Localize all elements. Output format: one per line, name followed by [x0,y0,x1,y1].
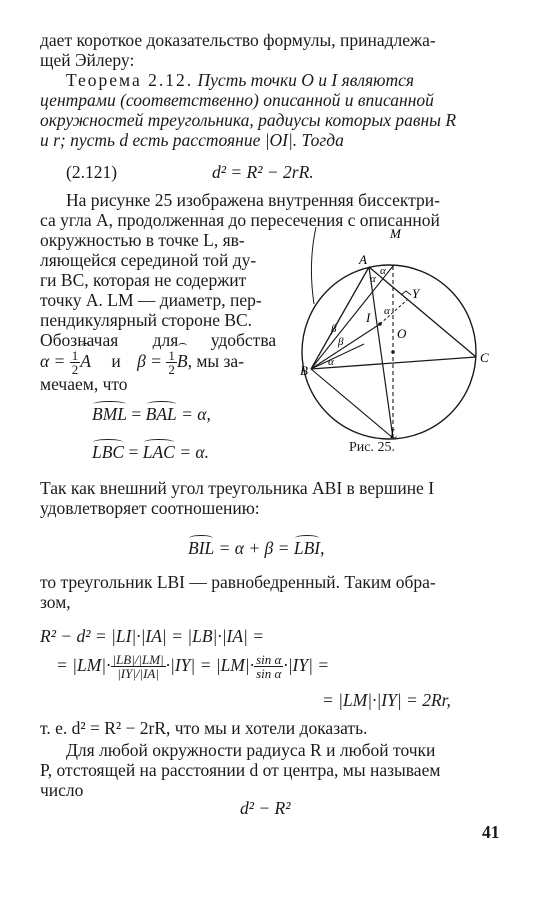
word: Обозначая [40,330,119,350]
text-line: На рисунке 25 изображена внутренняя биссектри- [66,190,440,210]
label-alpha: α [328,356,334,368]
label-L: L [390,426,398,441]
word: удобства [210,330,277,350]
math-line: = |LM|·|IY| = 2Rr, [322,690,451,710]
label-Y: Y [412,286,420,301]
label-A: A [359,252,367,267]
bisector-AL [369,267,393,438]
text-line: Так как внешний угол треугольника ABI в вершине I [40,478,435,498]
label-beta: β [338,336,344,348]
eq-mid: = α + β = [218,538,290,558]
label-O: O [397,326,407,341]
label-alpha: α [380,265,386,277]
label-I: I [366,310,371,325]
theorem-text: Пусть точки O и I являются [193,70,414,90]
equation-number: (2.121) [66,162,118,182]
frac-den: sin α [256,666,282,682]
text-line: щей Эйлеру: [40,50,135,70]
text-line: пендикулярный стороне BC. [40,310,253,330]
frac-num: |LB|/|LM| [112,652,164,668]
text-line: т. е. d² = R² − 2rR, что мы и хотели доказать. [40,718,368,738]
label-beta: β [331,323,337,335]
label-C: C [480,350,489,365]
equation-bml: BML = BAL = α, [92,404,211,424]
fraction-half [70,349,81,376]
eq-rhs: = α, [181,404,211,424]
angle-LBC: LBC [92,442,125,462]
and-word: и [111,351,121,371]
page-number: 41 [482,822,500,842]
eq-rhs: = α. [179,442,209,462]
alpha-beta-definition [40,346,244,376]
A-hat: A [80,346,91,376]
theorem-line [66,70,414,90]
text-line: то треугольник LBI — равнобедренный. Таким обра- [40,572,436,592]
angle-BIL: BIL [188,538,215,558]
theorem-line: окружностей треугольника, радиусы которых равны R [40,110,457,130]
label-B: B [300,363,308,378]
segment-BL [311,369,393,438]
text-line: P, отстоящей на расстоянии d от центра, мы называем [40,760,441,780]
frac-den: 2 [71,362,79,378]
text-line: мечаем, что [40,374,128,394]
frac-num: 1 [71,348,79,364]
side-AB [311,267,369,369]
fraction-half [166,349,177,376]
text-line: число [40,780,84,800]
fraction [254,653,283,680]
B-hat: B [177,346,188,376]
label-alpha: α [370,273,376,285]
beta-def: β = [137,351,167,371]
fraction [111,653,166,680]
math-part: ·|IY| = |LM|· [165,655,255,675]
text-line: ги BC, которая не содержит [40,270,247,290]
angle-LAC: LAC [142,442,175,462]
text-line: окружностью в точке L, яв- [40,230,245,250]
equation-lbc: LBC = LAC = α. [92,442,209,462]
math-line: R² − d² = |LI|·|IA| = |LB|·|IA| = [40,626,265,646]
text-line: Для любой окружности радиуса R и любой точки [66,740,436,760]
label-alpha: α [384,305,390,317]
alpha-def: α = [40,351,70,371]
math-part: ·|IY| = [283,655,330,675]
equation-euler: d² = R² − 2rR. [212,162,314,182]
text-line: зом, [40,592,71,612]
frac-num: 1 [168,348,175,364]
math-line [56,650,329,680]
text-line: точку A. LM — диаметр, пер- [40,290,262,310]
theorem-heading: Теорема 2.12. [66,70,194,90]
text-line: ляющейся серединой той ду- [40,250,257,270]
text-fragment: , мы за- [187,351,245,371]
segment-BI [311,324,380,369]
point-I [378,322,382,326]
theorem-line: центрами (соответственно) описанной и вписанной [40,90,434,110]
frac-den: |IY|/|IA| [117,666,159,682]
figure-25 [300,224,530,450]
text-line: дает короткое доказательство формулы, принадлежа- [40,30,436,50]
frac-den: 2 [168,362,175,378]
angle-BML: BML [92,404,127,424]
angle-BAL: BAL [145,404,177,424]
label-M: M [390,226,401,241]
text-line: са угла A, продолженная до пересечения с описанной [40,210,440,230]
figure-caption: Рис. 25. [349,440,395,455]
theorem-line: и r; пусть d есть расстояние |OI|. Тогда [40,130,344,150]
angle-LBI: LBI [293,538,321,558]
word: для [152,330,179,350]
math-line: d² − R² [240,798,291,818]
frac-num: sin α [256,652,282,668]
text-line: удовлетворяет соотношению: [40,498,260,518]
arc-mark [311,227,316,304]
point-O [391,350,395,354]
equation-bil: BIL = α + β = LBI, [188,538,325,558]
math-part: = |LM|· [56,655,111,675]
